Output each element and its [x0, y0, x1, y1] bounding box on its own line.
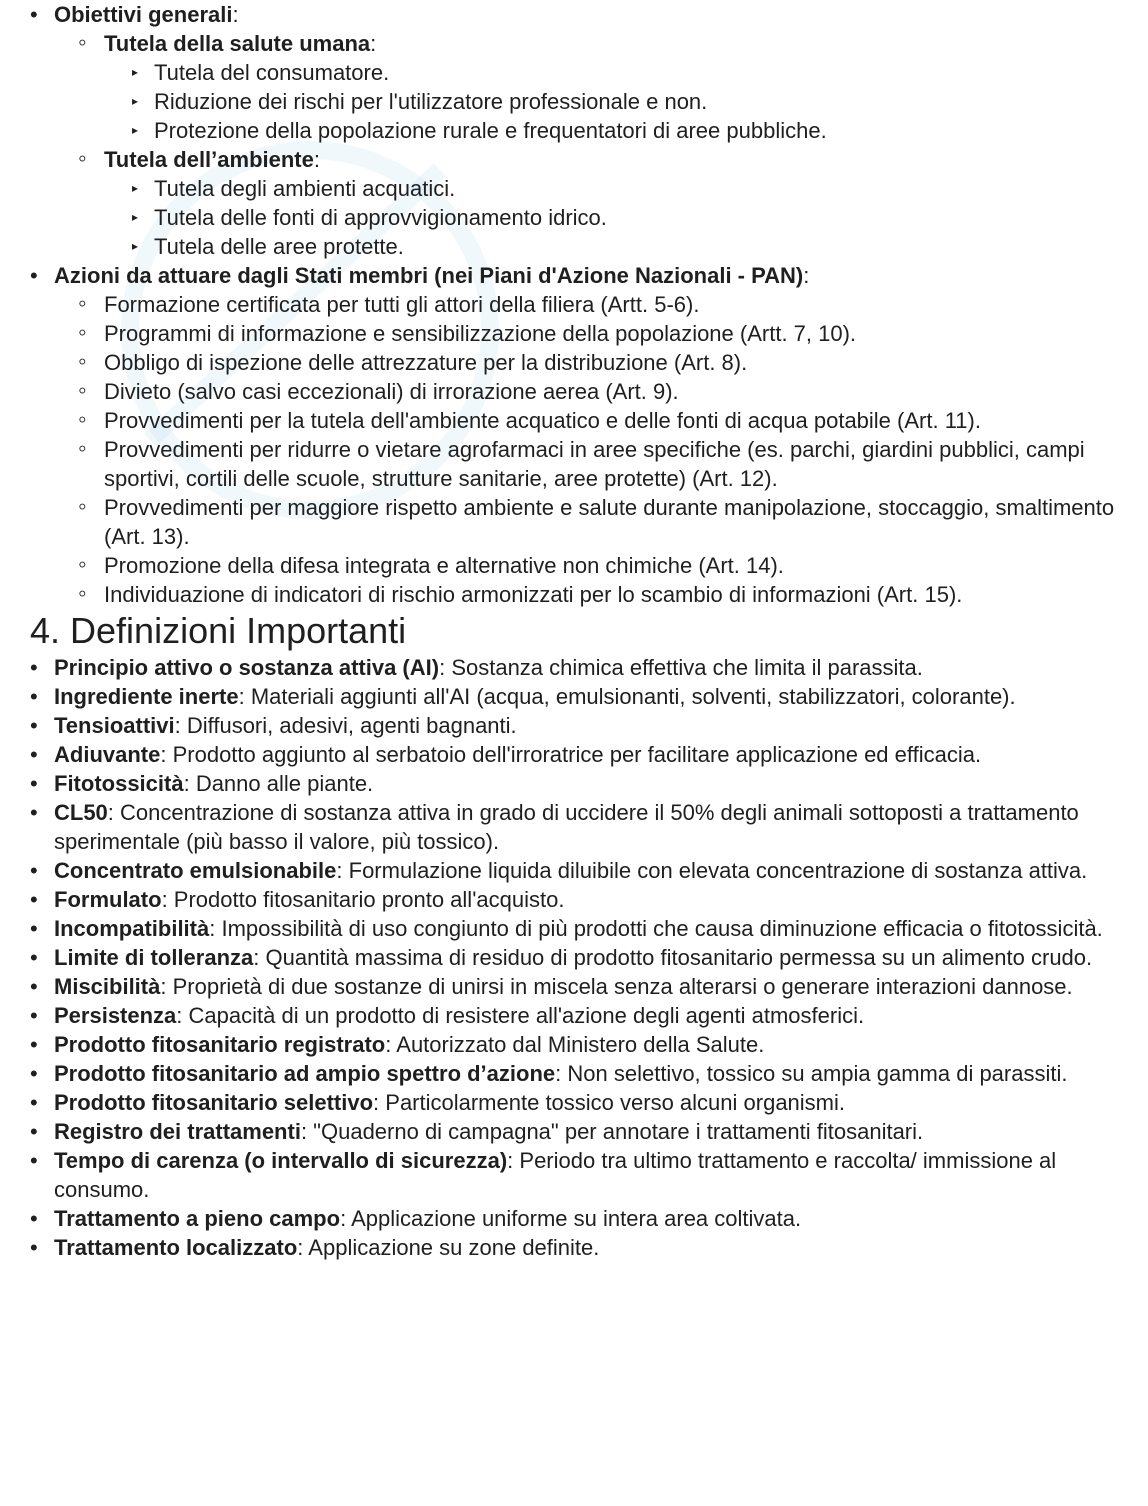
- list-item: ◦ Formazione certificata per tutti gli attori della filiera (Artt. 5-6).: [0, 290, 1148, 319]
- definition-item: • Incompatibilità: Impossibilità di uso congiunto di più prodotti che causa diminuzione efficacia o fitotossicità.: [0, 914, 1148, 943]
- list-item: ▸ Tutela degli ambienti acquatici.: [0, 174, 1148, 203]
- definition-item: • Tempo di carenza (o intervallo di sicurezza): Periodo tra ultimo trattamento e raccolta/ immissione al consumo.: [0, 1146, 1148, 1204]
- list-item: • Azioni da attuare dagli Stati membri (nei Piani d'Azione Nazionali - PAN):: [0, 261, 1148, 290]
- list-item: ▸ Tutela del consumatore.: [0, 58, 1148, 87]
- list-item: ▸ Riduzione dei rischi per l'utilizzatore professionale e non.: [0, 87, 1148, 116]
- list-item: ◦ Obbligo di ispezione delle attrezzature per la distribuzione (Art. 8).: [0, 348, 1148, 377]
- list-item: ◦ Programmi di informazione e sensibilizzazione della popolazione (Artt. 7, 10).: [0, 319, 1148, 348]
- definition-item: • Fitotossicità: Danno alle piante.: [0, 769, 1148, 798]
- definition-item: • Miscibilità: Proprietà di due sostanze di unirsi in miscela senza alterarsi o generare interazioni dannose.: [0, 972, 1148, 1001]
- definition-item: • Ingrediente inerte: Materiali aggiunti all'AI (acqua, emulsionanti, solventi, stabilizzatori, colorante).: [0, 682, 1148, 711]
- definition-item: • Prodotto fitosanitario selettivo: Particolarmente tossico verso alcuni organismi.: [0, 1088, 1148, 1117]
- definition-item: • Trattamento a pieno campo: Applicazione uniforme su intera area coltivata.: [0, 1204, 1148, 1233]
- definition-item: • Trattamento localizzato: Applicazione su zone definite.: [0, 1233, 1148, 1262]
- list-item: ▸ Tutela delle aree protette.: [0, 232, 1148, 261]
- list-item: ▸ Tutela delle fonti di approvvigionamento idrico.: [0, 203, 1148, 232]
- definition-item: • CL50: Concentrazione di sostanza attiva in grado di uccidere il 50% degli animali sottoposti a trattamento sperimentale (più basso il valore, più tossico).: [0, 798, 1148, 856]
- definition-item: • Principio attivo o sostanza attiva (AI): Sostanza chimica effettiva che limita il parassita.: [0, 653, 1148, 682]
- list-item: ◦ Individuazione di indicatori di rischio armonizzati per lo scambio di informazioni (Art. 15).: [0, 580, 1148, 609]
- definition-item: • Concentrato emulsionabile: Formulazione liquida diluibile con elevata concentrazione di sostanza attiva.: [0, 856, 1148, 885]
- list-item: ◦ Tutela dell’ambiente:: [0, 145, 1148, 174]
- objectives-list: [0, 0, 1148, 609]
- definitions-list: [0, 653, 1148, 1262]
- list-item: ◦ Provvedimenti per maggiore rispetto ambiente e salute durante manipolazione, stoccaggio, smaltimento (Art. 13).: [0, 493, 1148, 551]
- list-item: ◦ Tutela della salute umana:: [0, 29, 1148, 58]
- list-item: ◦ Divieto (salvo casi eccezionali) di irrorazione aerea (Art. 9).: [0, 377, 1148, 406]
- definition-item: • Adiuvante: Prodotto aggiunto al serbatoio dell'irroratrice per facilitare applicazione ed efficacia.: [0, 740, 1148, 769]
- definition-item: • Prodotto fitosanitario ad ampio spettro d’azione: Non selettivo, tossico su ampia gamma di parassiti.: [0, 1059, 1148, 1088]
- list-item: ◦ Provvedimenti per ridurre o vietare agrofarmaci in aree specifiche (es. parchi, giardini pubblici, campi sportivi, cortili delle scuole, strutture sanitarie, aree protette) (Art. 12).: [0, 435, 1148, 493]
- list-item: ◦ Provvedimenti per la tutela dell'ambiente acquatico e delle fonti di acqua potabile (Art. 11).: [0, 406, 1148, 435]
- definition-item: • Registro dei trattamenti: "Quaderno di campagna" per annotare i trattamenti fitosanitari.: [0, 1117, 1148, 1146]
- definition-item: • Limite di tolleranza: Quantità massima di residuo di prodotto fitosanitario permessa su un alimento crudo.: [0, 943, 1148, 972]
- section-title: 4. Definizioni Importanti: [30, 610, 407, 651]
- definition-item: • Prodotto fitosanitario registrato: Autorizzato dal Ministero della Salute.: [0, 1030, 1148, 1059]
- list-item: • Obiettivi generali:: [0, 0, 1148, 29]
- list-item: ◦ Promozione della difesa integrata e alternative non chimiche (Art. 14).: [0, 551, 1148, 580]
- list-item: ▸ Protezione della popolazione rurale e frequentatori di aree pubbliche.: [0, 116, 1148, 145]
- definition-item: • Tensioattivi: Diffusori, adesivi, agenti bagnanti.: [0, 711, 1148, 740]
- definition-item: • Persistenza: Capacità di un prodotto di resistere all'azione degli agenti atmosferici.: [0, 1001, 1148, 1030]
- definition-item: • Formulato: Prodotto fitosanitario pronto all'acquisto.: [0, 885, 1148, 914]
